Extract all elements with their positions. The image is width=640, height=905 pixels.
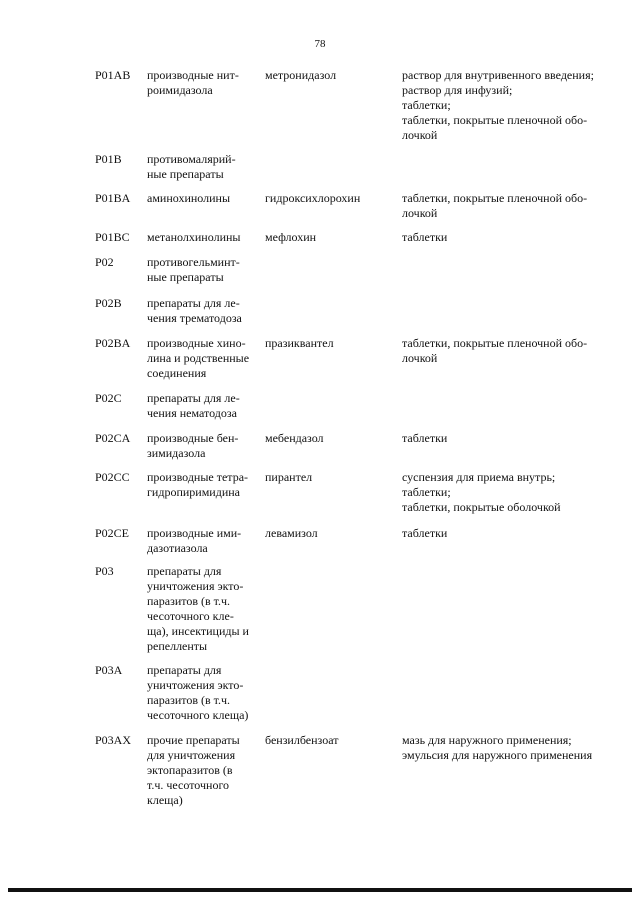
atc-code: P03 bbox=[95, 564, 114, 578]
dosage-forms: таблетки bbox=[402, 230, 448, 244]
group-name: препараты для ле- чения нематодоза bbox=[147, 391, 240, 420]
dosage-forms: мазь для наружного применения; эмульсия для наружного применения bbox=[402, 733, 593, 762]
group-name: производные бен- зимидазола bbox=[147, 431, 239, 460]
page-number: 78 bbox=[314, 38, 326, 50]
group-name: производные тетра- гидропиримидина bbox=[147, 470, 249, 499]
drug-name: левамизол bbox=[265, 526, 318, 540]
atc-code: P01AB bbox=[95, 68, 131, 82]
group-name: противомалярий- ные препараты bbox=[147, 152, 236, 181]
atc-code: P02CA bbox=[95, 431, 131, 445]
drug-name: бензилбензоат bbox=[265, 733, 339, 747]
dosage-forms: таблетки bbox=[402, 526, 448, 540]
dosage-forms: суспензия для приема внутрь; таблетки; таблетки, покрытые оболочкой bbox=[402, 470, 561, 514]
group-name: прочие препараты для уничтожения эктопаразитов (в т.ч. чесоточного клеща) bbox=[147, 733, 240, 807]
dosage-forms: таблетки, покрытые пленочной обо- лочкой bbox=[402, 336, 588, 365]
atc-code: P02BA bbox=[95, 336, 131, 350]
group-name: препараты для уничтожения экто- паразитов (в т.ч. чесоточного клеща) bbox=[147, 663, 249, 722]
group-name: производные ими- дазотиазола bbox=[147, 526, 242, 555]
drug-name: пирантел bbox=[265, 470, 313, 484]
atc-code: P02CE bbox=[95, 526, 130, 540]
atc-code: P02C bbox=[95, 391, 122, 405]
atc-code: P02 bbox=[95, 255, 114, 269]
atc-code: P01B bbox=[95, 152, 122, 166]
atc-code: P03AX bbox=[95, 733, 132, 747]
drug-name: метронидазол bbox=[265, 68, 337, 82]
atc-code: P01BC bbox=[95, 230, 130, 244]
bottom-divider bbox=[8, 888, 632, 892]
drug-name: празиквантел bbox=[265, 336, 334, 350]
atc-code: P03A bbox=[95, 663, 123, 677]
group-name: производные хино- лина и родственные соединения bbox=[147, 336, 250, 380]
drug-name: мебендазол bbox=[265, 431, 324, 445]
atc-code: P02B bbox=[95, 296, 122, 310]
dosage-forms: таблетки bbox=[402, 431, 448, 445]
group-name: препараты для ле- чения трематодоза bbox=[147, 296, 242, 325]
dosage-forms: таблетки, покрытые пленочной обо- лочкой bbox=[402, 191, 588, 220]
group-name: аминохинолины bbox=[147, 191, 231, 205]
drug-name: гидроксихлорохин bbox=[265, 191, 361, 205]
drug-name: мефлохин bbox=[265, 230, 317, 244]
group-name: метанолхинолины bbox=[147, 230, 241, 244]
dosage-forms: раствор для внутривенного введения; раствор для инфузий; таблетки; таблетки, покрытые пленочной обо- лочкой bbox=[402, 68, 594, 142]
atc-code: P02CC bbox=[95, 470, 130, 484]
group-name: препараты для уничтожения экто- паразитов (в т.ч. чесоточного кле- ща), инсектициды и репелленты bbox=[147, 564, 249, 653]
atc-code: P01BA bbox=[95, 191, 131, 205]
group-name: противогельминт- ные препараты bbox=[147, 255, 240, 284]
group-name: производные нит- роимидазола bbox=[147, 68, 239, 97]
